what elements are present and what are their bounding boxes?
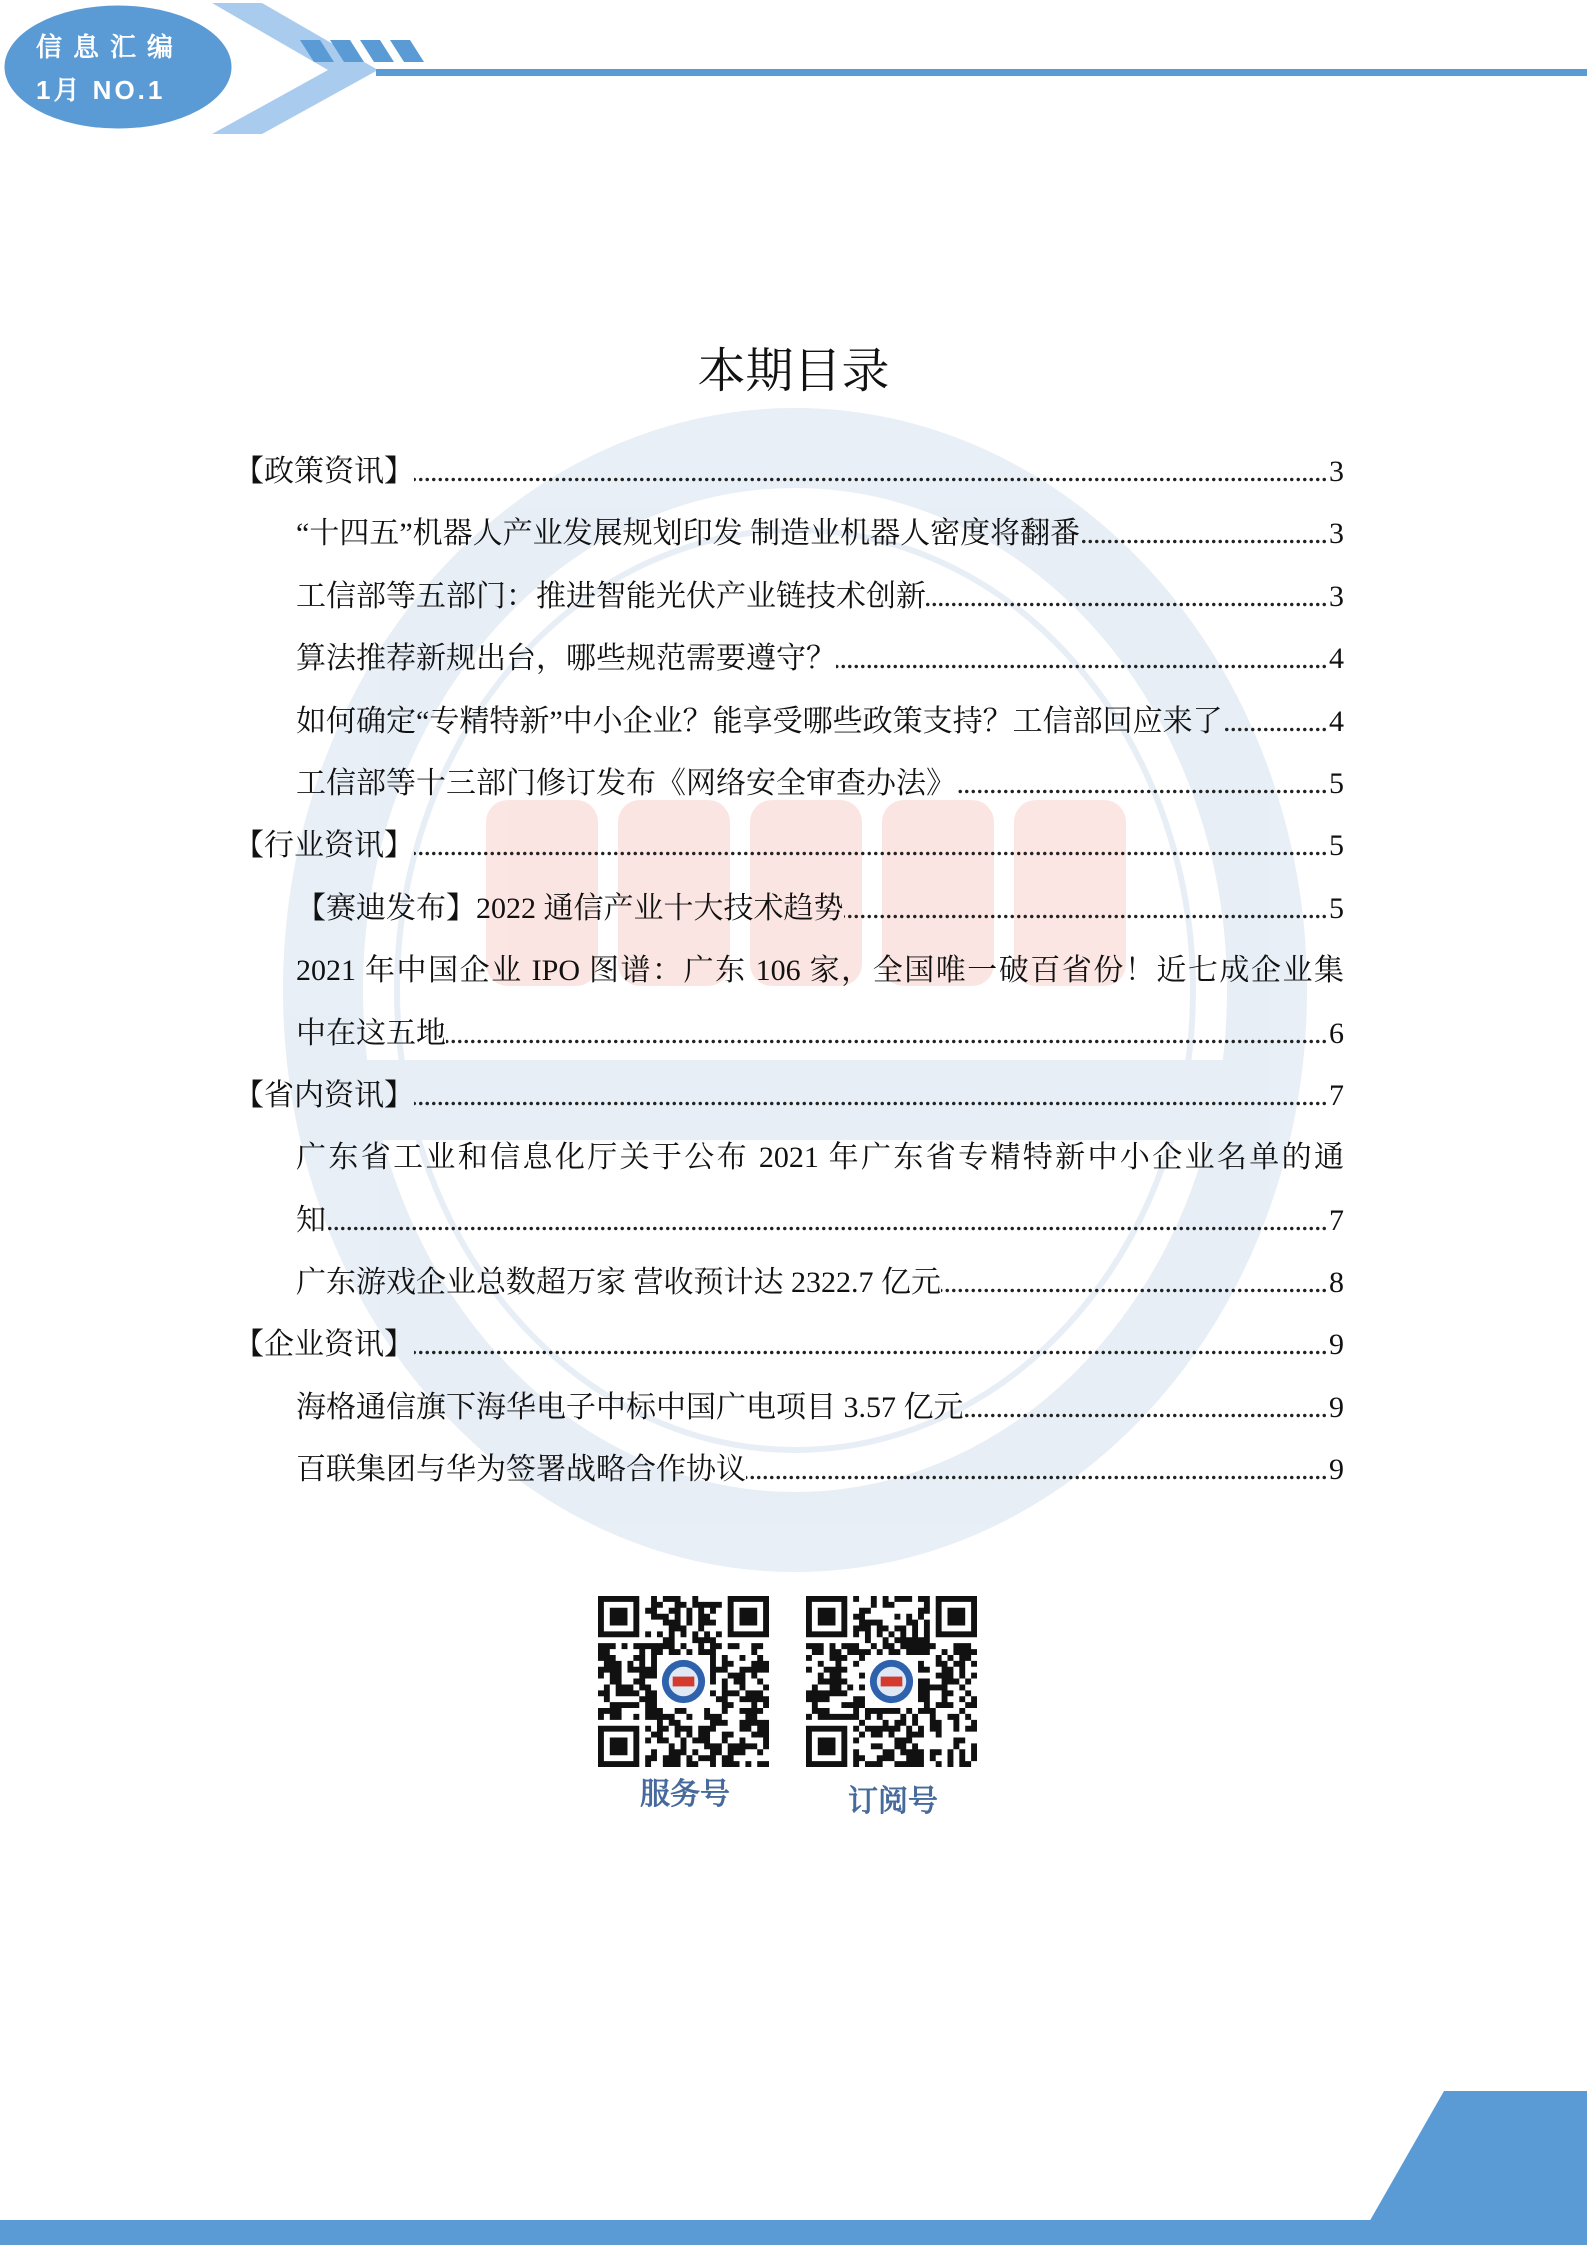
toc-line (296, 940, 1344, 1002)
toc-entry[interactable] (0, 1252, 1587, 1314)
toc-line (296, 566, 1344, 628)
dot-leader (844, 878, 1330, 940)
dot-leader (964, 1377, 1330, 1439)
toc-page-number: 9 (1329, 1453, 1344, 1487)
toc-page-number: 3 (1329, 517, 1344, 551)
toc-title: 中在这五地 (296, 1016, 446, 1050)
qr-center-logo (866, 1656, 917, 1707)
page-title: 本期目录 (697, 343, 890, 400)
badge-title: 信息汇编 (36, 32, 185, 62)
qr-code-image (598, 1596, 769, 1767)
dot-leader (414, 815, 1329, 877)
toc-section[interactable] (0, 1314, 1587, 1376)
toc-title: 工信部等十三部门修订发布《网络安全审查办法》 (296, 766, 956, 800)
header-stripes (300, 40, 424, 62)
toc-entry[interactable] (0, 691, 1587, 753)
header-chevron (212, 3, 378, 134)
toc-line (296, 1190, 1344, 1252)
toc-line (296, 1252, 1344, 1314)
toc-page-number: 8 (1329, 1266, 1344, 1300)
dot-leader (836, 628, 1329, 690)
toc-entry[interactable] (0, 503, 1587, 565)
toc-line (296, 1439, 1344, 1501)
toc-page-number: 9 (1329, 1390, 1344, 1424)
toc-title: “十四五”机器人产业发展规划印发 制造业机器人密度将翻番 (296, 517, 1081, 551)
toc-line (296, 1377, 1344, 1439)
dot-leader (956, 753, 1329, 815)
table-of-contents (0, 441, 1587, 1502)
toc-section[interactable] (0, 1065, 1587, 1127)
footer-banner (0, 2080, 1587, 2245)
toc-entry[interactable] (0, 566, 1587, 628)
toc-title: 工信部等五部门：推进智能光伏产业链技术创新 (296, 579, 926, 613)
toc-entry[interactable] (0, 1439, 1587, 1501)
toc-line (296, 1127, 1344, 1189)
dot-leader (926, 566, 1329, 628)
toc-title: 【省内资讯】 (234, 1078, 414, 1112)
toc-entry[interactable] (0, 628, 1587, 690)
toc-line (296, 1003, 1344, 1065)
toc-page-number: 4 (1329, 642, 1344, 676)
toc-page-number: 5 (1329, 829, 1344, 863)
toc-title: 海格通信旗下海华电子中标中国广电项目 3.57 亿元 (296, 1390, 964, 1424)
toc-entry[interactable] (0, 940, 1587, 1065)
toc-line (296, 628, 1344, 690)
toc-title: 2021 年中国企业 IPO 图谱：广东 106 家，全国唯一破百省份！近七成企业集 (296, 954, 1344, 988)
dot-leader (414, 1314, 1329, 1376)
dot-leader (1080, 503, 1329, 565)
dot-leader (414, 1065, 1329, 1127)
toc-page-number: 7 (1329, 1203, 1344, 1237)
toc-page-number: 7 (1329, 1078, 1344, 1112)
toc-entry[interactable] (0, 878, 1587, 940)
dot-leader (941, 1252, 1329, 1314)
toc-title: 【企业资讯】 (234, 1328, 414, 1362)
toc-entry[interactable] (0, 753, 1587, 815)
dot-leader (446, 1003, 1329, 1065)
dot-leader (1223, 691, 1329, 753)
toc-section[interactable] (0, 441, 1587, 503)
toc-line (296, 878, 1344, 940)
toc-line (296, 753, 1344, 815)
toc-entry[interactable] (0, 1377, 1587, 1439)
qr-code-image (806, 1596, 977, 1767)
toc-line (234, 815, 1344, 877)
toc-line (296, 691, 1344, 753)
qr-code-subscription (806, 1596, 977, 1767)
qr-code-service (598, 1596, 769, 1767)
toc-line (234, 441, 1344, 503)
toc-title: 如何确定“专精特新”中小企业？能享受哪些政策支持？工信部回应来了 (296, 704, 1223, 738)
toc-page-number: 5 (1329, 766, 1344, 800)
toc-page-number: 4 (1329, 704, 1344, 738)
footer-bar (0, 2220, 1587, 2245)
qr-label-subscription: 订阅号 (848, 1785, 938, 1818)
toc-line (296, 503, 1344, 565)
toc-section[interactable] (0, 815, 1587, 877)
toc-title: 【行业资讯】 (234, 829, 414, 863)
toc-title: 百联集团与华为签署战略合作协议 (296, 1453, 746, 1487)
toc-page-number: 3 (1329, 455, 1344, 488)
toc-page-number: 6 (1329, 1016, 1344, 1050)
badge-issue: 1月 NO.1 (36, 75, 166, 105)
toc-title: 【政策资讯】 (234, 455, 414, 488)
toc-title: 【赛迪发布】2022 通信产业十大技术趋势 (296, 891, 844, 925)
toc-title: 算法推荐新规出台，哪些规范需要遵守？ (296, 642, 836, 676)
toc-title: 知 (296, 1203, 326, 1237)
toc-entry[interactable] (0, 1127, 1587, 1252)
toc-title: 广东省工业和信息化厅关于公布 2021 年广东省专精特新中小企业名单的通 (296, 1141, 1344, 1175)
toc-page-number: 9 (1329, 1328, 1344, 1362)
dot-leader (746, 1439, 1329, 1501)
badge-ellipse (2, 3, 234, 131)
dot-leader (414, 441, 1329, 503)
header-banner (0, 0, 1587, 140)
toc-page-number: 3 (1329, 579, 1344, 613)
qr-label-service: 服务号 (640, 1778, 730, 1811)
toc-line (234, 1314, 1344, 1376)
toc-line (234, 1065, 1344, 1127)
qr-center-logo (658, 1656, 709, 1707)
header-rule (376, 69, 1587, 76)
dot-leader (326, 1190, 1329, 1252)
toc-page-number: 5 (1329, 891, 1344, 925)
toc-title: 广东游戏企业总数超万家 营收预计达 2322.7 亿元 (296, 1266, 941, 1300)
